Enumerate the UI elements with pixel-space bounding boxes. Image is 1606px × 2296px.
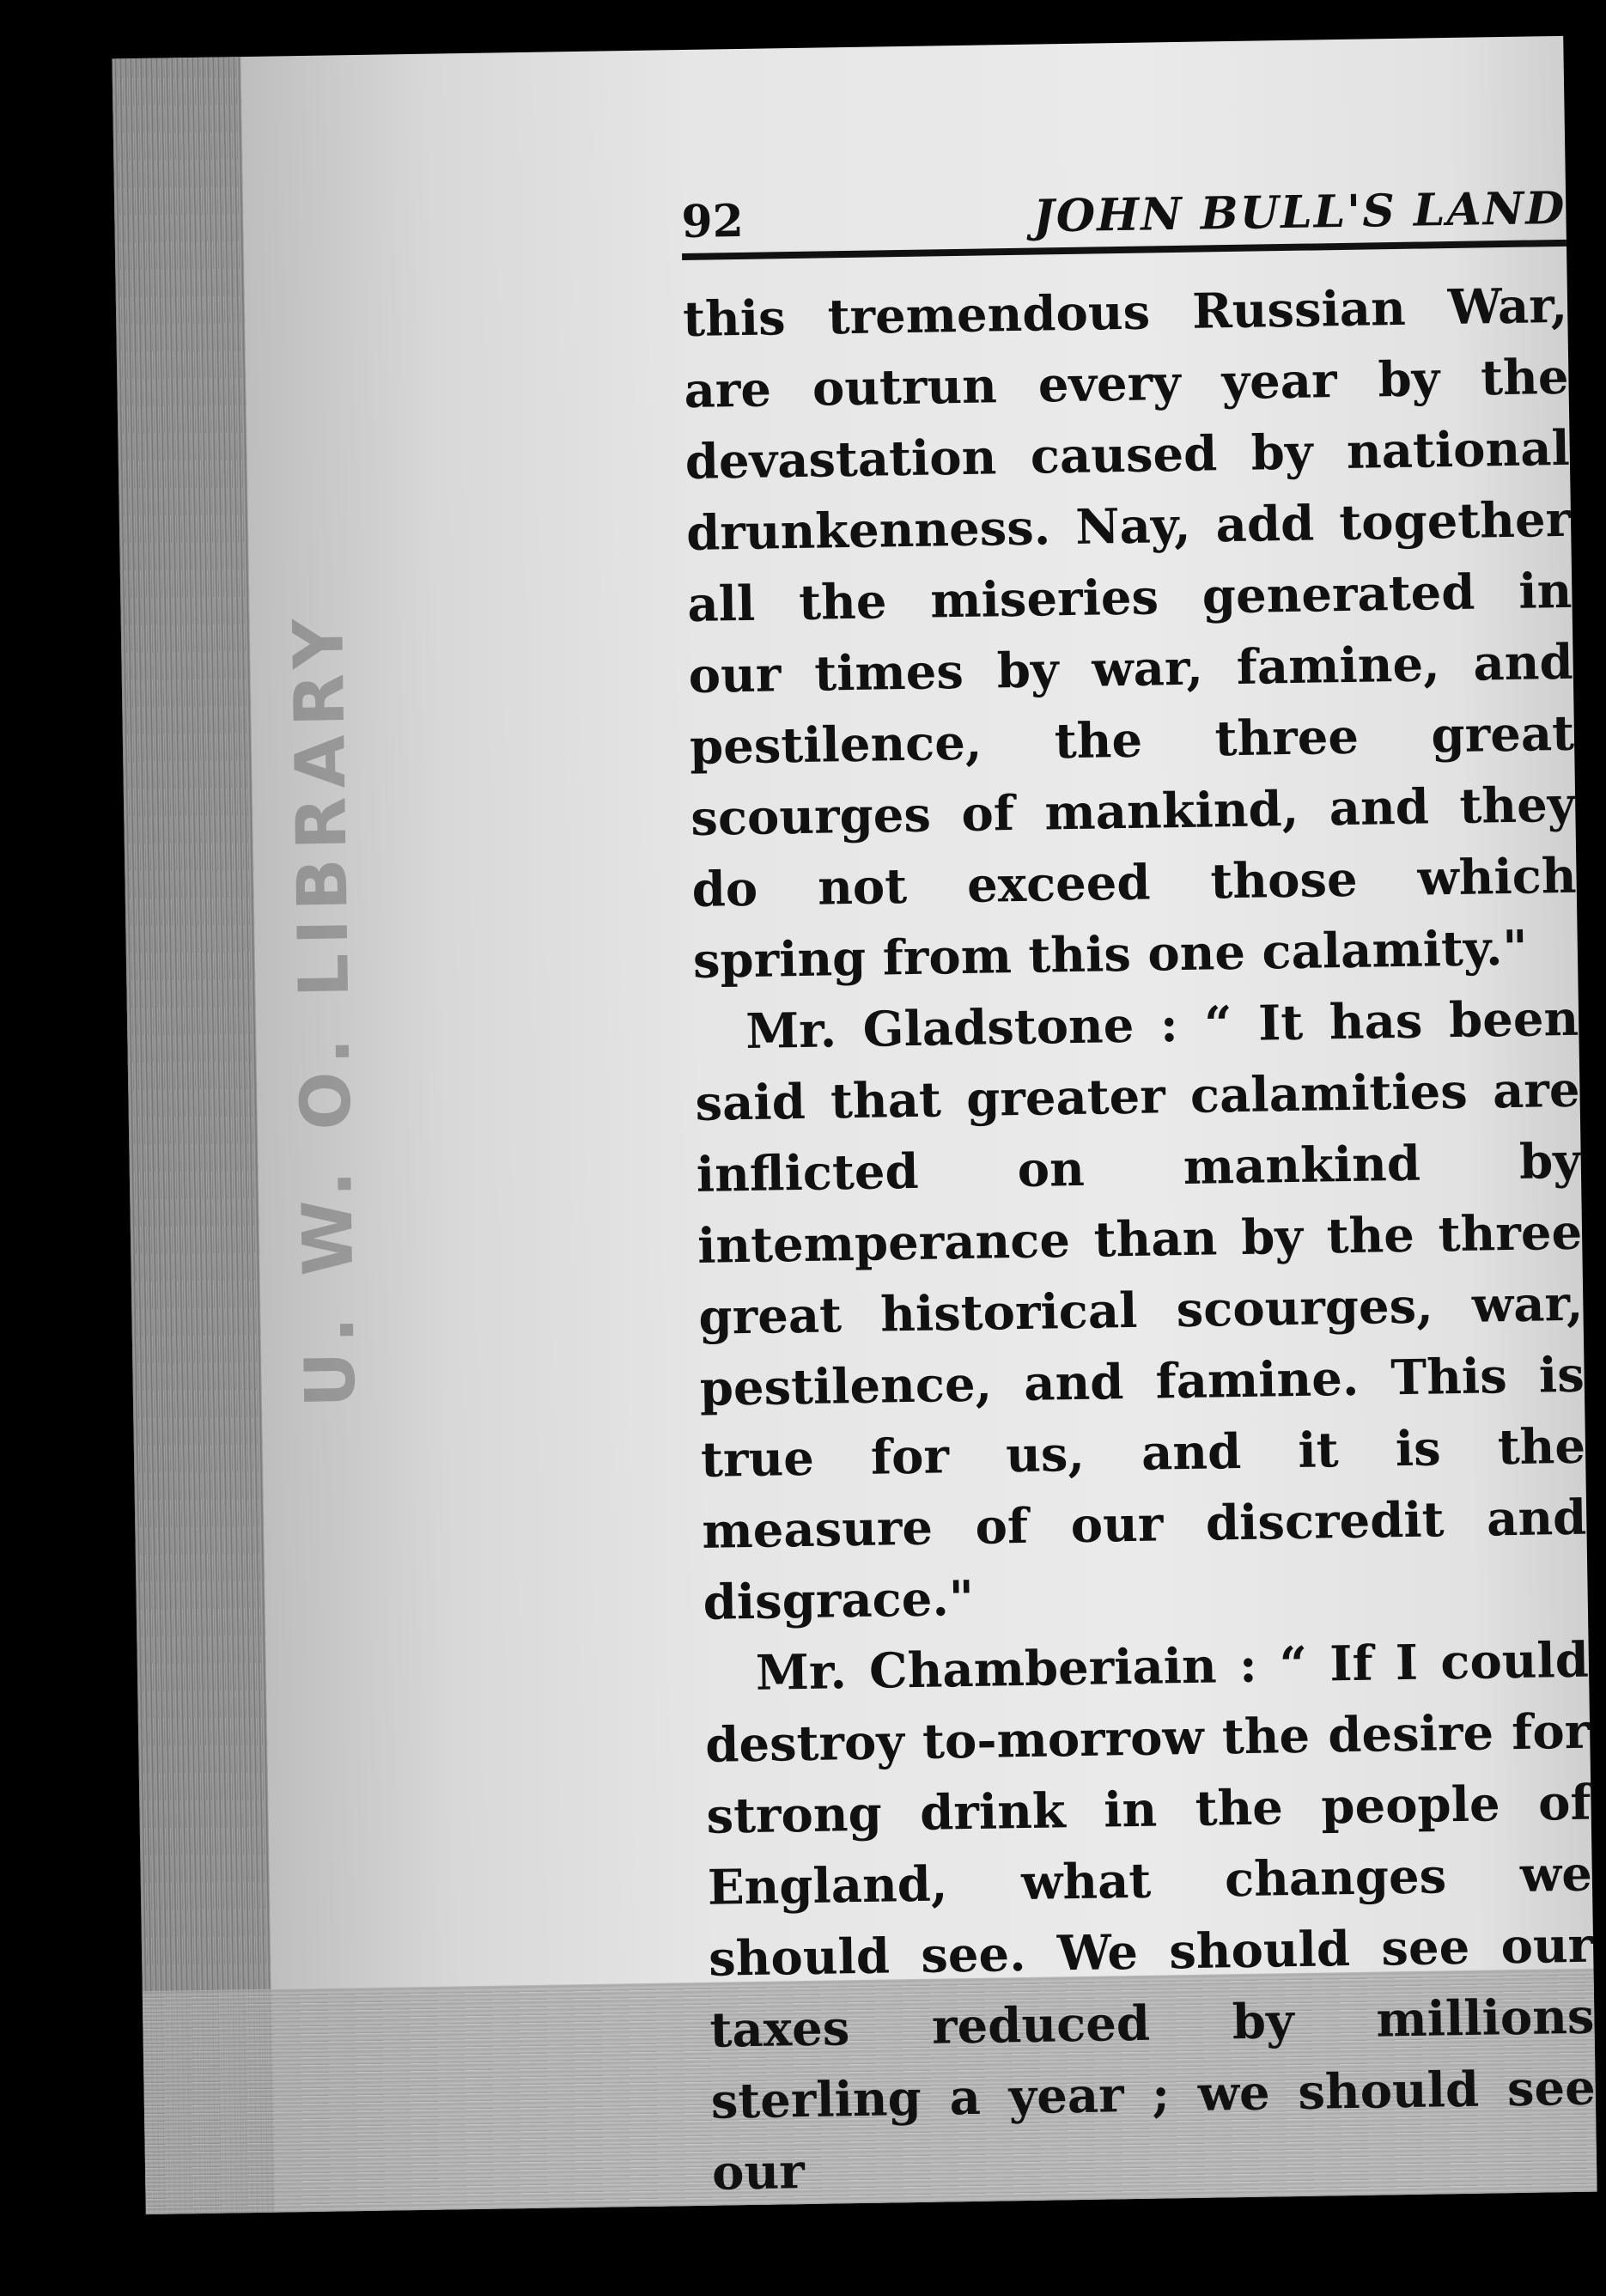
page-text-block: [681, 182, 1597, 2209]
paragraph-gladstone-quote: Mr. Gladstone : “ It has been said that greater calamities are inflicted on mankind by intemperance than by the three great historical scourges, war, pestilence, and famine. This is true for us, and it is the measure of our discredit and disgrace.": [695, 990, 1587, 1631]
running-title: JOHN BULL'S LAND: [1032, 181, 1566, 243]
book-page: [112, 36, 1597, 2214]
page-header: [681, 182, 1566, 260]
paragraph-chamberlain-quote: Mr. Chamberiain : “ If I could destroy to-morrow the desire for strong drink in the people of England, what changes we should see. We should see our taxes reduced by millions sterling a year ; we should see our: [704, 1631, 1597, 2202]
page-number: 92: [680, 194, 745, 249]
library-stamp: U. W. O. LIBRARY: [278, 609, 371, 1409]
page-binding-edge: [112, 57, 274, 2214]
paragraph-continuation: this tremendous Russian War, are outrun every year by the devastation caused by national drunkenness. Nay, add together all the miseries generated in our times by war, famine, and pestilence, the three great scourges of mankind, and they do not exceed those which spring from this one calamity.": [682, 277, 1578, 990]
